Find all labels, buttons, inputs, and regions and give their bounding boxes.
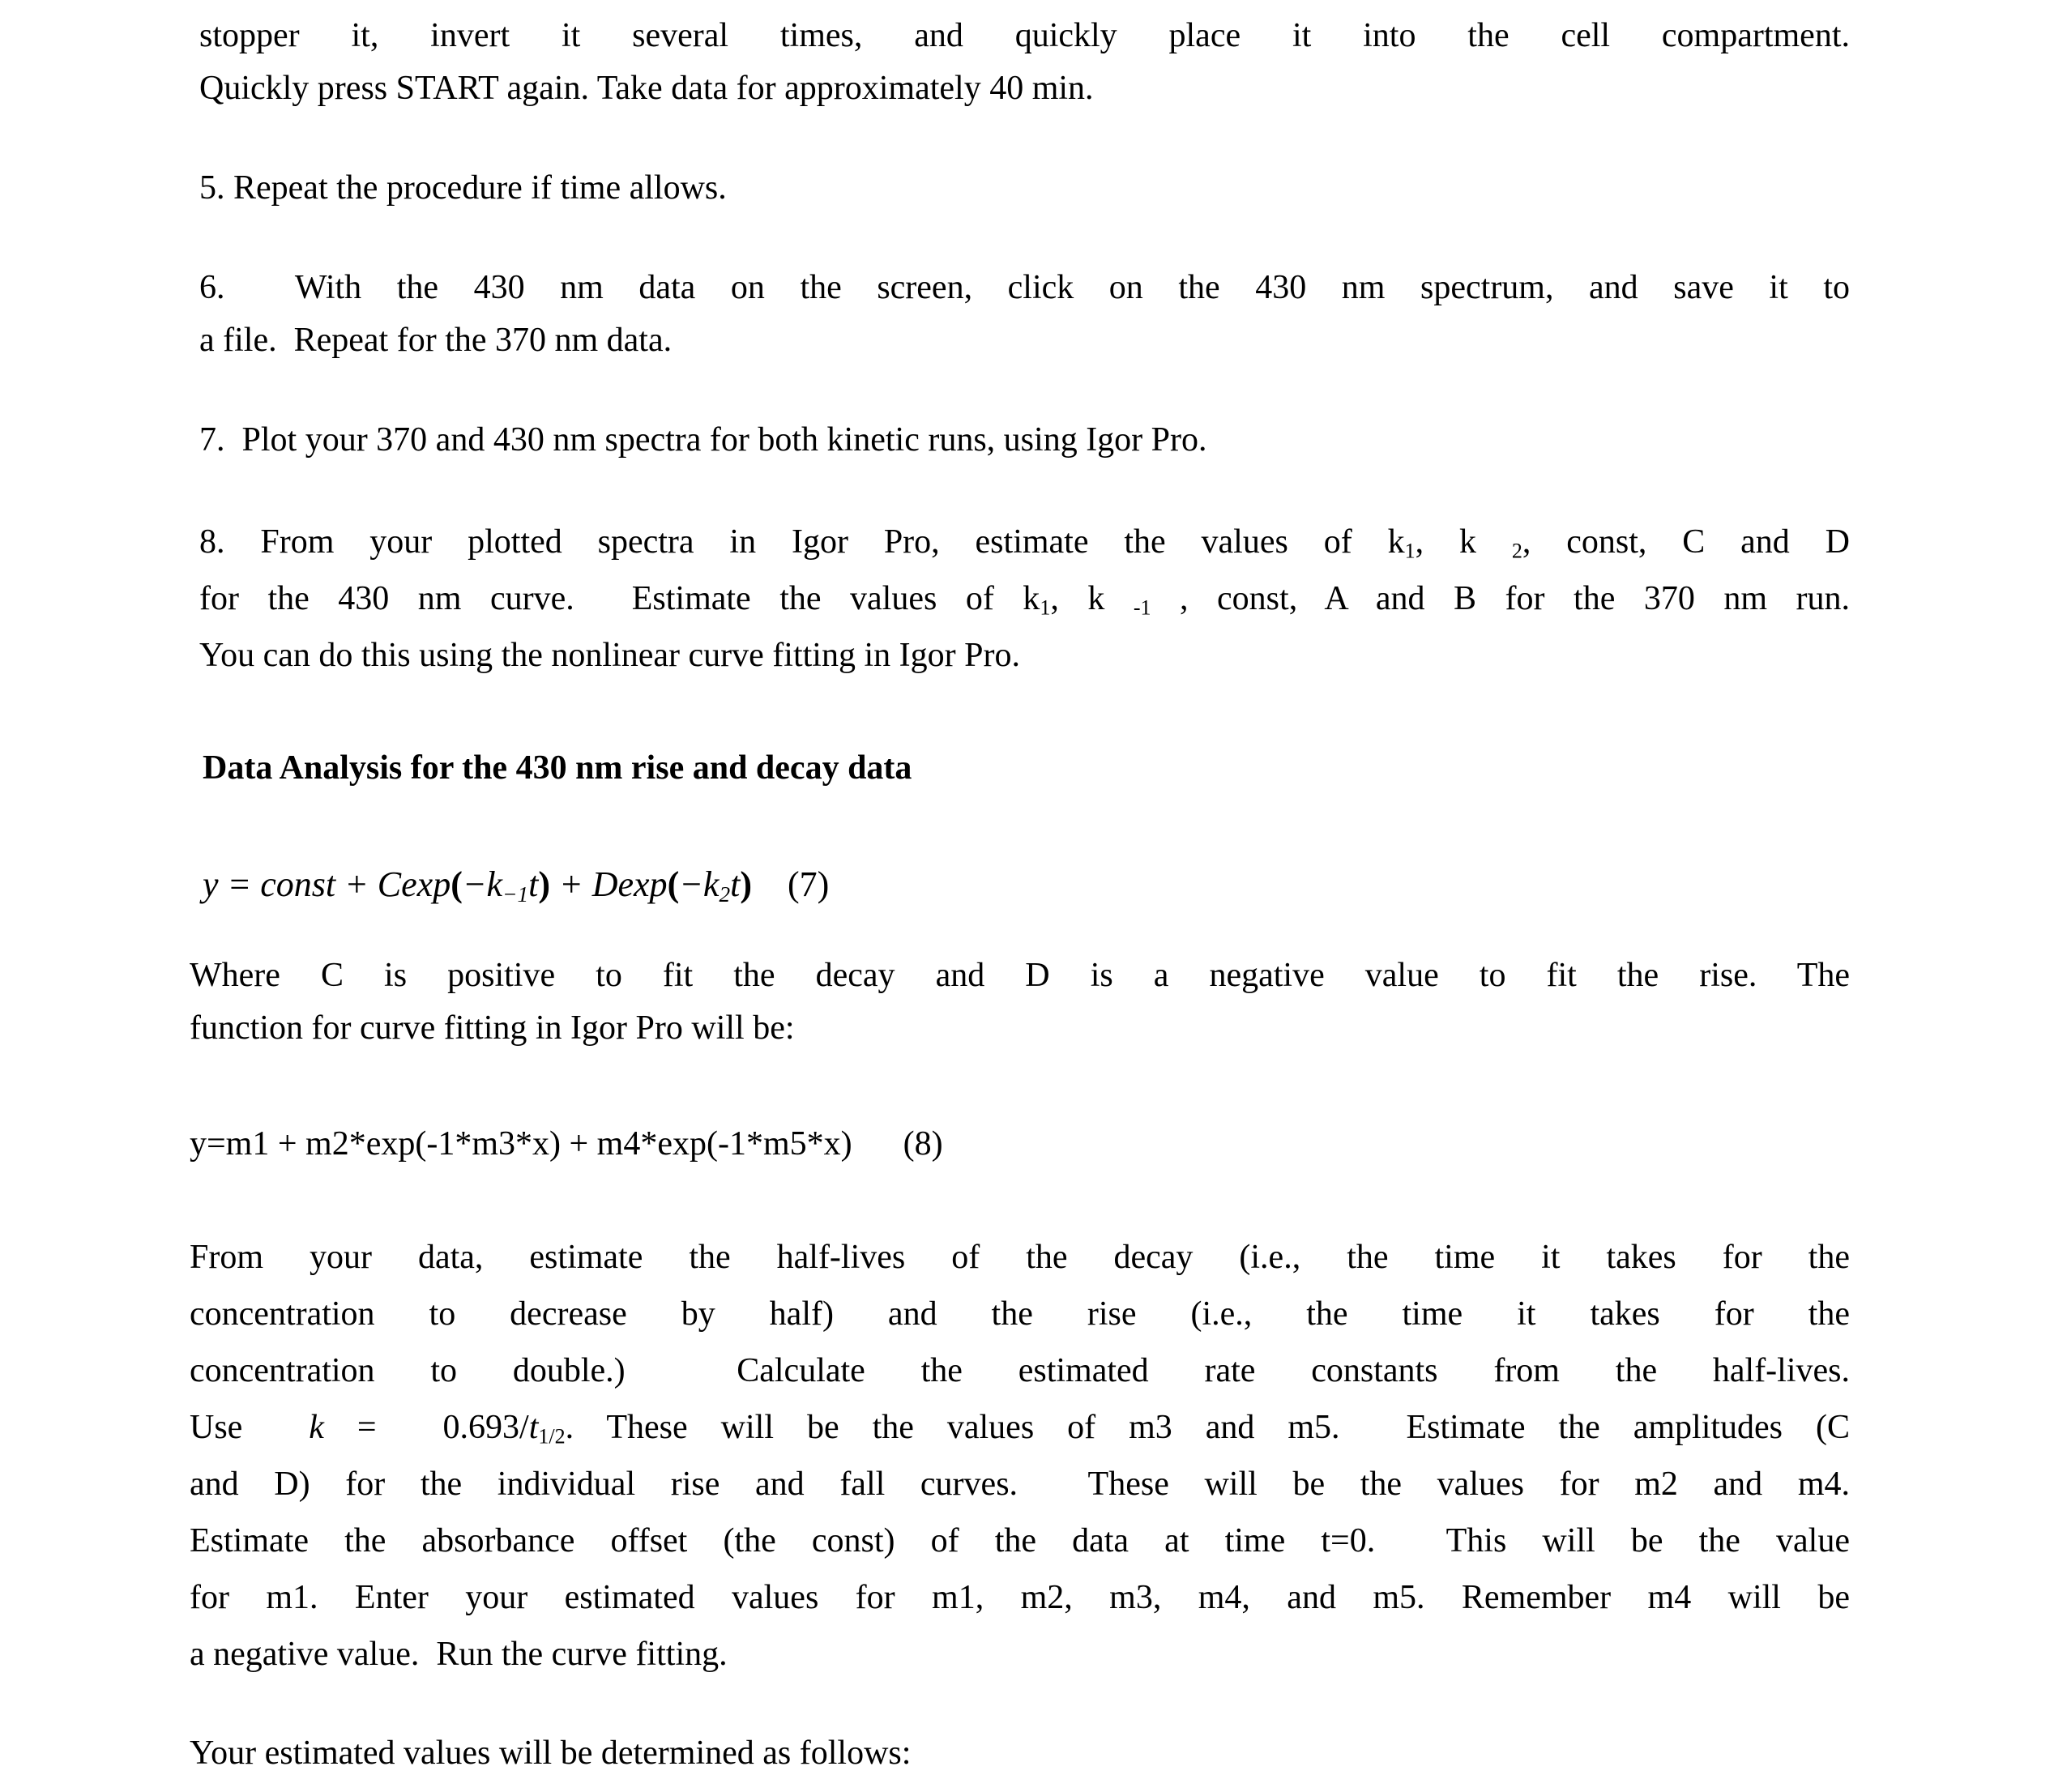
text-line: a negative value. Run the curve fitting.: [190, 1636, 728, 1673]
step-7-item: [199, 414, 1850, 467]
text-line: and D) for the individual rise and fall curves. These will be the values for m2 and m4.: [190, 1466, 1850, 1503]
text-line: 6. With the 430 nm data on the screen, click on the 430 nm spectrum, and save it to: [199, 269, 1850, 306]
text-line: for the 430 nm curve. Estimate the values of k1, k -1 , const, A and B for the 370 nm run.: [199, 580, 1851, 620]
text-line: Quickly press START again. Take data for approximately 40 min.: [199, 70, 1094, 107]
text-line: concentration to decrease by half) and the rise (i.e., the time it takes for the: [190, 1295, 1850, 1333]
text-line: Your estimated values will be determined as follows:: [190, 1734, 912, 1772]
text-line: for m1. Enter your estimated values for m1, m2, m3, m4, and m5. Remember m4 will be: [190, 1579, 1850, 1616]
text-line: stopper it, invert it several times, and quickly place it into the cell compartment.: [199, 17, 1850, 54]
text-line: 8. From your plotted spectra in Igor Pro, estimate the values of k1, k 2, const, C and D: [199, 523, 1850, 563]
text-line: From your data, estimate the half-lives of the decay (i.e., the time it takes for the: [190, 1239, 1850, 1276]
paragraph-where-c: [190, 949, 1850, 1055]
text-line: 7. Plot your 370 and 430 nm spectra for both kinetic runs, using Igor Pro.: [199, 421, 1207, 459]
paragraph-estimated-values: [190, 1727, 1850, 1780]
paragraph-continuation: [199, 10, 1850, 115]
step-6-item: [199, 262, 1850, 367]
text-line: a file. Repeat for the 370 nm data.: [199, 322, 673, 359]
equation-8: [190, 1118, 1850, 1171]
paragraph-half-lives: [190, 1229, 1850, 1683]
text-line: 5. Repeat the procedure if time allows.: [199, 169, 727, 207]
section-heading: [203, 742, 1850, 795]
text-line: Use k = 0.693/t1/2. These will be the values of m3 and m5. Estimate the amplitudes (C: [190, 1409, 1850, 1449]
text-line: Estimate the absorbance offset (the const) of the data at time t=0. This will be the value: [190, 1522, 1850, 1559]
equation-7: [203, 858, 1850, 911]
text-line: function for curve fitting in Igor Pro will be:: [190, 1009, 795, 1047]
step-8-item: [199, 514, 1850, 684]
text-line: Data Analysis for the 430 nm rise and decay data: [203, 749, 912, 787]
text-line: You can do this using the nonlinear curve fitting in Igor Pro.: [199, 637, 1020, 674]
text-line: y=m1 + m2*exp(-1*m3*x) + m4*exp(-1*m5*x) (8): [190, 1125, 943, 1163]
text-line: y = const + Cexp(−k−1t) + Dexp(−k2t) (7): [203, 864, 830, 907]
step-5-item: [199, 162, 1850, 215]
text-line: concentration to double.) Calculate the estimated rate constants from the half-lives.: [190, 1352, 1850, 1389]
text-line: Where C is positive to fit the decay and D is a negative value to fit the rise. The: [190, 957, 1850, 994]
